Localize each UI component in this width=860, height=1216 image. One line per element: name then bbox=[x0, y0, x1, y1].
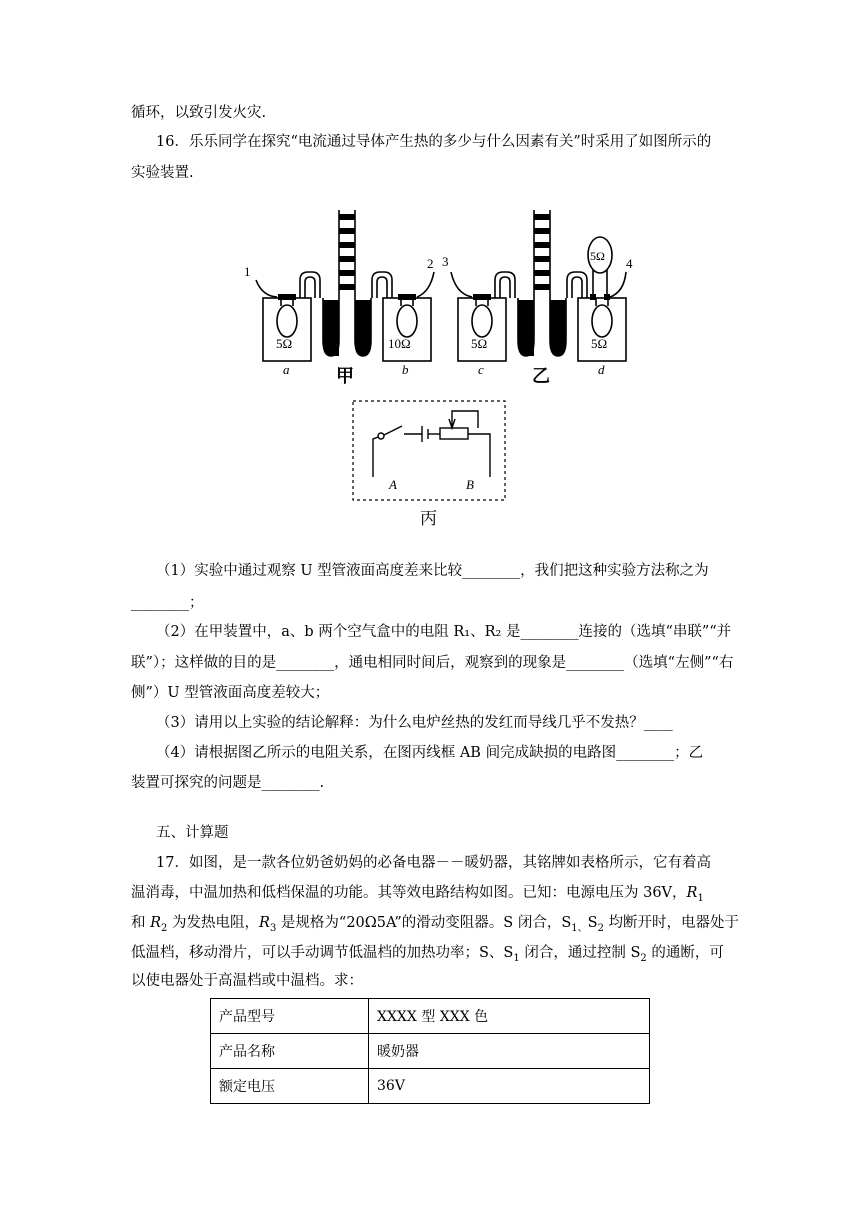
label-1: 1 bbox=[244, 264, 251, 279]
terminal-a: A bbox=[389, 477, 397, 492]
table-cell: 产品型号 bbox=[211, 999, 369, 1034]
circuit-frame bbox=[353, 401, 505, 500]
resistor-d-value: 5Ω bbox=[591, 336, 608, 351]
terminal-b: B bbox=[466, 477, 474, 492]
q16-intro-line2: 实验装置. bbox=[131, 165, 194, 181]
resistor-d-parallel-value: 5Ω bbox=[590, 249, 605, 263]
q16-part4-line1: （4）请根据图乙所示的电阻关系，在图丙线框 AB 间完成缺损的电路图________；乙 bbox=[156, 745, 704, 761]
box-a-label: a bbox=[283, 362, 290, 377]
caption-yi: 乙 bbox=[532, 366, 550, 386]
caption-jia: 甲 bbox=[336, 366, 354, 386]
table-row bbox=[211, 999, 650, 1034]
q16-part2-line1: （2）在甲装置中，a、b 两个空气盒中的电阻 R₁、R₂ 是________连接的（选填“串联”“并 bbox=[156, 624, 732, 640]
q16-part3: （3）请用以上实验的结论解释：为什么电炉丝热的发红而导线几乎不发热？____ bbox=[156, 715, 673, 731]
label-4: 4 bbox=[626, 256, 633, 271]
q16-intro-line1: 16．乐乐同学在探究“电流通过导体产生热的多少与什么因素有关”时采用了如图所示的 bbox=[156, 134, 712, 150]
q16-part2-line2: 联”）；这样做的目的是________，通电相同时间后，观察到的现象是________（选填“左侧”“右 bbox=[131, 655, 734, 671]
table-row bbox=[211, 1034, 650, 1069]
q17-line3: 和 $R_2$ 为发热电阻，$R_3$ 是规格为“20Ω5A”的滑动变阻器。S 闭合，$S_{1、}S_2$ 均断开时，电器处于 bbox=[131, 915, 740, 934]
q17-line2: 温消毒，中温加热和低档保温的功能。其等效电路结构如图。已知：电源电压为 36V，$R_1$ bbox=[131, 885, 704, 904]
top-fragment: 循环，以致引发火灾. bbox=[131, 105, 267, 121]
table-cell: 额定电压 bbox=[211, 1069, 369, 1104]
box-c-label: c bbox=[478, 362, 484, 377]
table-cell: XXXX 型 XXX 色 bbox=[369, 999, 650, 1034]
label-2: 2 bbox=[427, 256, 434, 271]
q16-part2-line3: 侧”）U 型管液面高度差较大； bbox=[131, 685, 330, 701]
section-title: 五、计算题 bbox=[156, 825, 229, 841]
q16-part1-line2: ________； bbox=[131, 595, 204, 611]
table-cell: 暖奶器 bbox=[369, 1034, 650, 1069]
label-3: 3 bbox=[442, 254, 449, 269]
q16-part1-line1: （1）实验中通过观察 U 型管液面高度差来比较________，我们把这种实验方法称之为 bbox=[156, 563, 709, 579]
partial-circuit bbox=[373, 411, 490, 477]
resistor-a-value: 5Ω bbox=[276, 336, 293, 351]
resistor-b-value: 10Ω bbox=[388, 336, 411, 351]
box-b-label: b bbox=[402, 362, 409, 377]
q17-line4: 低温档，移动滑片，可以手动调节低温档的加热功率；S、$S_1$ 闭合，通过控制 $S_2$ 的通断，可 bbox=[131, 945, 724, 964]
experiment-figure bbox=[0, 200, 860, 540]
box-d-label: d bbox=[598, 362, 605, 377]
q17-line1: 17．如图，是一款各位奶爸奶妈的必备电器－－暖奶器，其铭牌如表格所示，它有着高 bbox=[156, 855, 711, 871]
caption-bing: 丙 bbox=[420, 509, 437, 528]
q17-line5: 以使电器处于高温档或中温档。求： bbox=[131, 973, 363, 989]
table-cell: 产品名称 bbox=[211, 1034, 369, 1069]
resistor-c-value: 5Ω bbox=[471, 336, 488, 351]
table-cell: 36V bbox=[369, 1069, 650, 1104]
q16-part4-line2: 装置可探究的问题是________. bbox=[131, 775, 325, 791]
nameplate-table bbox=[210, 998, 650, 1104]
table-row bbox=[211, 1069, 650, 1104]
